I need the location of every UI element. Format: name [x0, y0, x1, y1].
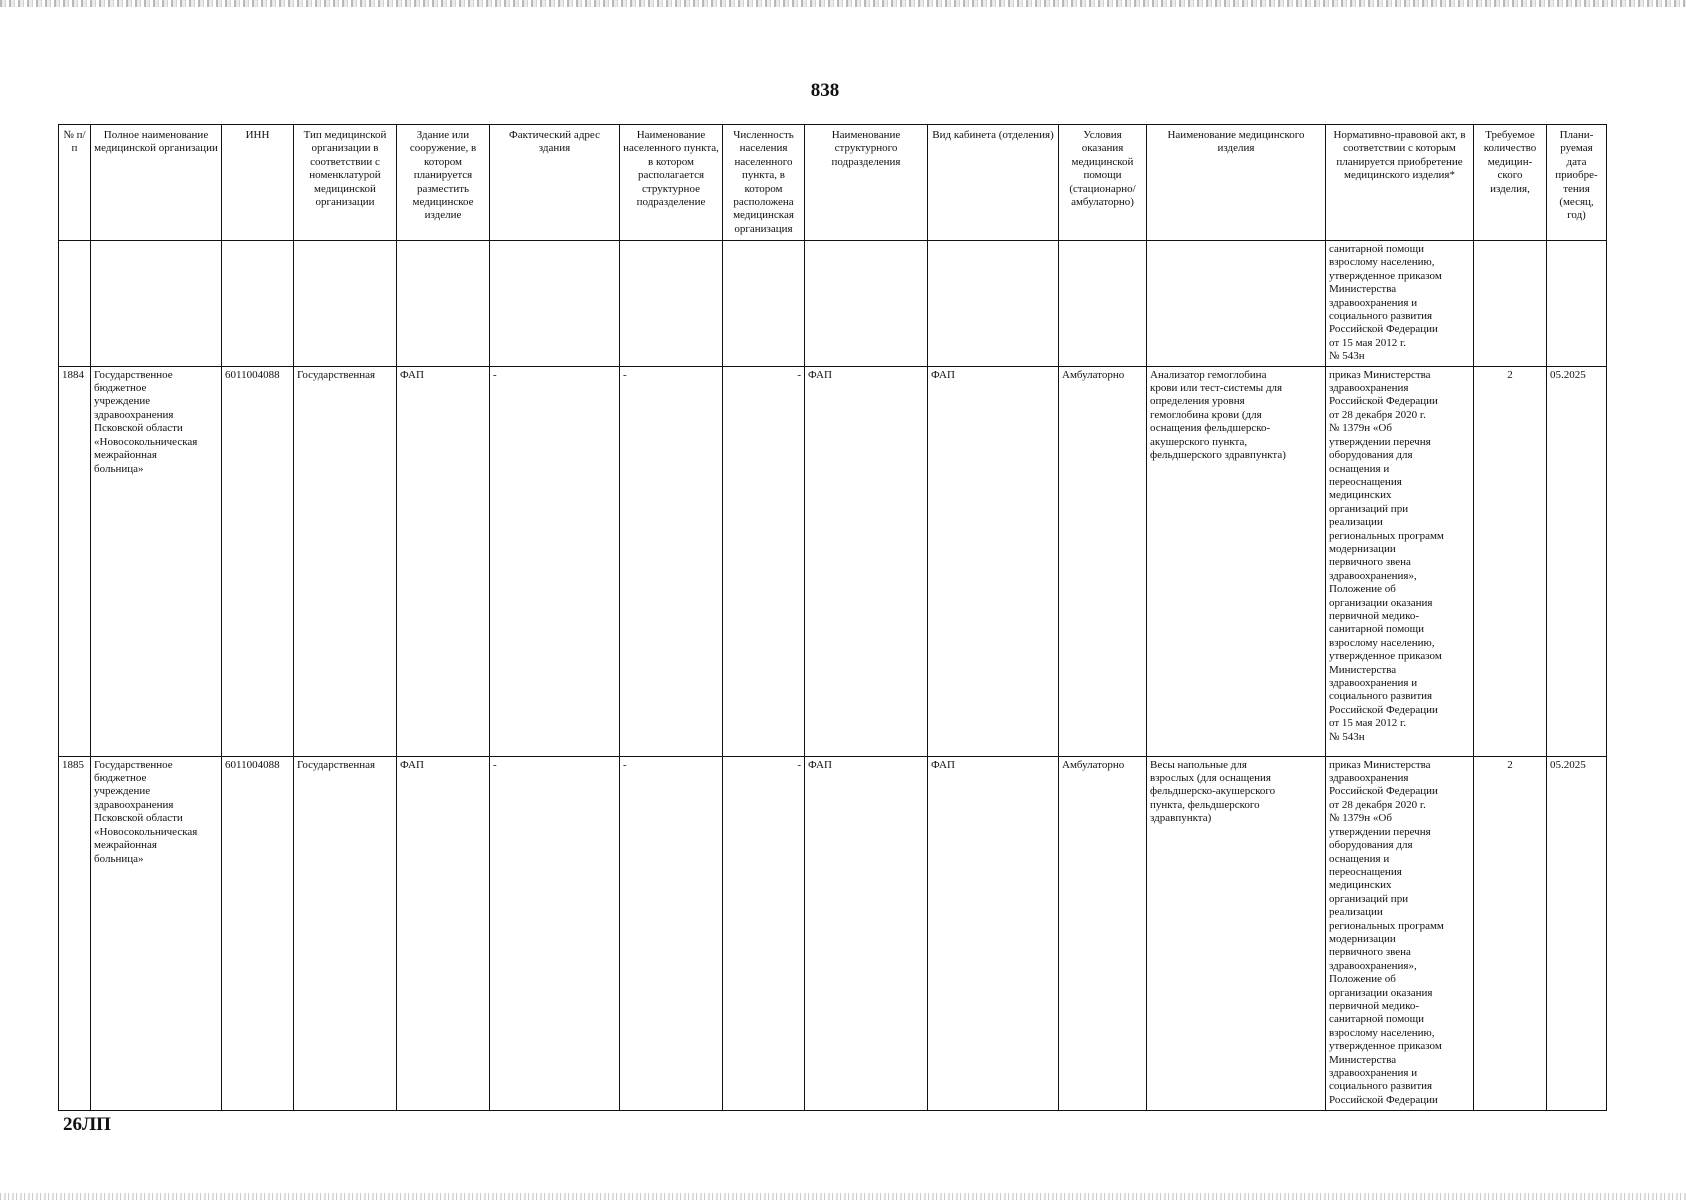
- header-building: Здание или сооружение, в котором планируется разместить медицинское изделие: [397, 125, 490, 241]
- header-quantity: Требуемое количество медицин-ского изделия,: [1474, 125, 1547, 241]
- cell-address: -: [490, 366, 620, 756]
- table-header-row: [59, 125, 1607, 241]
- cell-inn: 6011004088: [222, 366, 294, 756]
- cell-org-type: Государственная: [294, 366, 397, 756]
- cell-conditions: Амбулаторно: [1059, 756, 1147, 1110]
- cell-num: 1884: [59, 366, 91, 756]
- header-num: № п/п: [59, 125, 91, 241]
- cell-address: -: [490, 756, 620, 1110]
- cell-settlement: -: [620, 756, 723, 1110]
- table-row: [59, 366, 1607, 756]
- header-address: Фактический адрес здания: [490, 125, 620, 241]
- cell-num: 1885: [59, 756, 91, 1110]
- cell-device: Весы напольные для взрослых (для оснащения фельдшерско-акушерского пункта, фельдшерского здравпункта): [1147, 756, 1326, 1110]
- cell-legal-act: приказ Министерства здравоохранения Российской Федерации от 28 декабря 2020 г. № 1379н «Об утверждении перечня оборудования для оснащения и переоснащения медицинских организаций при реализации региональных программ модернизации первичного звена здравоохранения», Положение об организации оказания первичной медико- санитарной помощи взрослому населению, утвержденное приказом Министерства здравоохранения и социального развития Российской Федерации от 15 мая 2012 г. № 543н: [1326, 366, 1474, 756]
- header-legal-act: Нормативно-правовой акт, в соответствии с которым планируется приобретение медицинского изделия*: [1326, 125, 1474, 241]
- cell-settlement: -: [620, 366, 723, 756]
- footer-code: 26ЛП: [63, 1114, 111, 1135]
- header-inn: ИНН: [222, 125, 294, 241]
- cell-device: Анализатор гемоглобина крови или тест-системы для определения уровня гемоглобина крови (для оснащения фельдшерско- акушерского пункта, фельдшерского здравпункта): [1147, 366, 1326, 756]
- cell-inn: 6011004088: [222, 756, 294, 1110]
- header-org-name: Полное наименование медицинской организации: [91, 125, 222, 241]
- cell-quantity: 2: [1474, 366, 1547, 756]
- header-device: Наименование медицинского изделия: [1147, 125, 1326, 241]
- table-row-continuation: [59, 241, 1607, 367]
- header-conditions: Условия оказания медицинской помощи (стационарно/ амбулаторно): [1059, 125, 1147, 241]
- header-settlement: Наименование населенного пункта, в котором располагается структурное подразделение: [620, 125, 723, 241]
- scan-edge-top: [0, 0, 1686, 7]
- header-unit: Наименование структурного подразделения: [805, 125, 928, 241]
- header-date: Плани-руемая дата приобре-тения (месяц, год): [1547, 125, 1607, 241]
- cell-org-name: Государственное бюджетное учреждение здравоохранения Псковской области «Новосокольническая межрайонная больница»: [91, 756, 222, 1110]
- cell-building: ФАП: [397, 366, 490, 756]
- cell-cabinet: ФАП: [928, 756, 1059, 1110]
- cell-population: -: [723, 366, 805, 756]
- cell-cabinet: ФАП: [928, 366, 1059, 756]
- scan-edge-bottom: [0, 1193, 1686, 1200]
- cell-unit: ФАП: [805, 756, 928, 1110]
- cell-building: ФАП: [397, 756, 490, 1110]
- page-number: 838: [810, 80, 840, 101]
- table-row: [59, 756, 1607, 1110]
- cell-date: 05.2025: [1547, 366, 1607, 756]
- cell-act-continuation: санитарной помощи взрослому населению, утвержденное приказом Министерства здравоохранения и социального развития Российской Федерации от 15 мая 2012 г. № 543н: [1326, 241, 1474, 367]
- cell-org-name: Государственное бюджетное учреждение здравоохранения Псковской области «Новосокольническая межрайонная больница»: [91, 366, 222, 756]
- cell-quantity: 2: [1474, 756, 1547, 1110]
- cell-conditions: Амбулаторно: [1059, 366, 1147, 756]
- cell-org-type: Государственная: [294, 756, 397, 1110]
- medical-equipment-table: [58, 124, 1607, 1111]
- cell-legal-act: приказ Министерства здравоохранения Российской Федерации от 28 декабря 2020 г. № 1379н «Об утверждении перечня оборудования для оснащения и переоснащения медицинских организаций при реализации региональных программ модернизации первичного звена здравоохранения», Положение об организации оказания первичной медико- санитарной помощи взрослому населению, утвержденное приказом Министерства здравоохранения и социального развития Российской Федерации: [1326, 756, 1474, 1110]
- header-org-type: Тип медицинской организации в соответствии с номенклатурой медицинской организации: [294, 125, 397, 241]
- cell-population: -: [723, 756, 805, 1110]
- header-cabinet: Вид кабинета (отделения): [928, 125, 1059, 241]
- header-population: Численность населения населенного пункта, в котором расположена медицинская организация: [723, 125, 805, 241]
- cell-unit: ФАП: [805, 366, 928, 756]
- cell-date: 05.2025: [1547, 756, 1607, 1110]
